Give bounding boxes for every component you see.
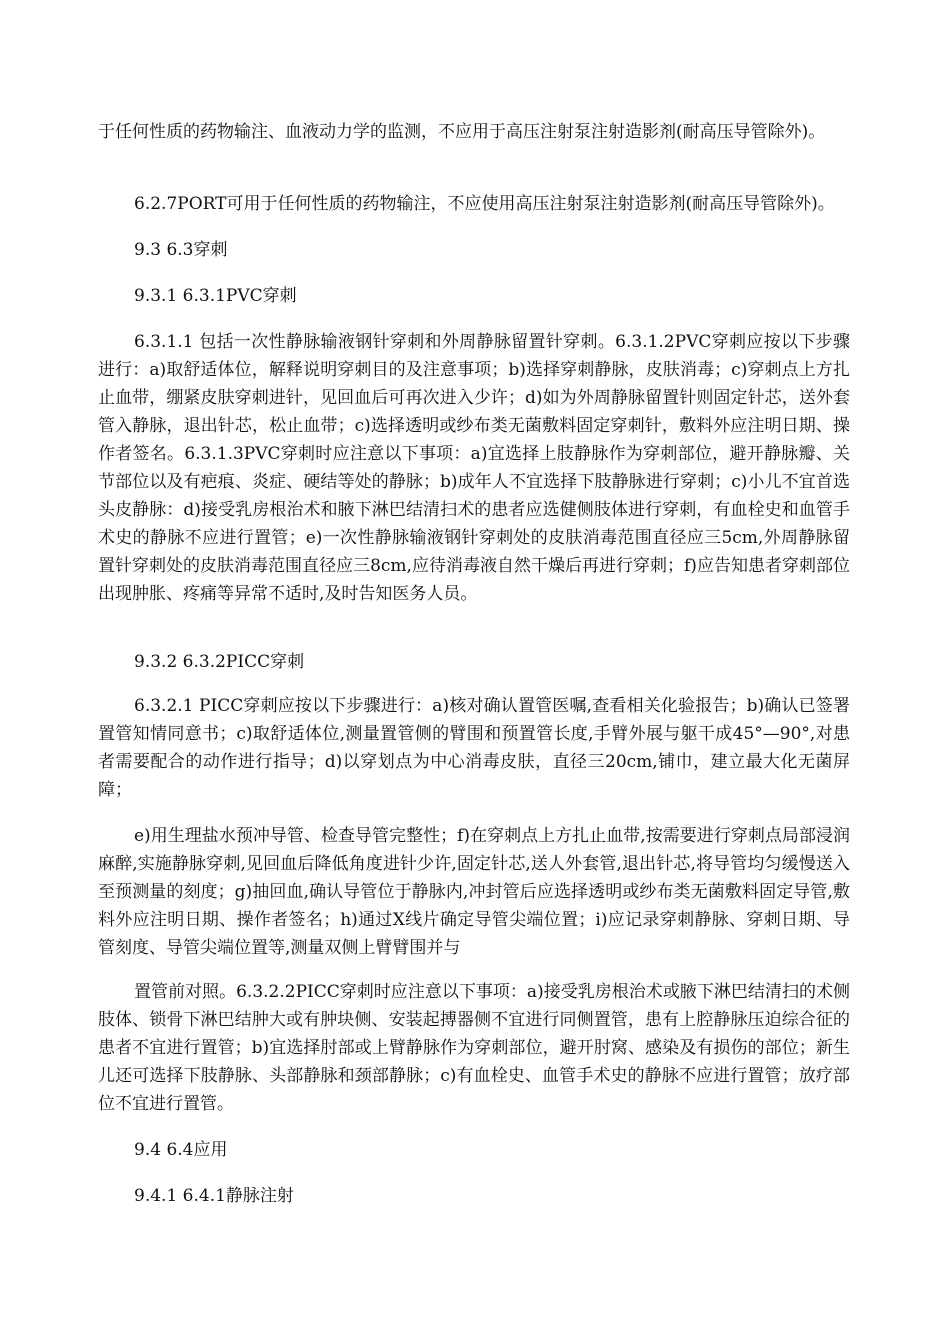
paragraph-picc-steps-continued: e)用生理盐水预冲导管、检查导管完整性；f)在穿刺点上方扎止血带,按需要进行穿刺点局部浸润麻醉,实施静脉穿刺,见回血后降低角度进针少许,固定针芯,送人外套管,退出针芯,将导管均匀缓慢送入至预测量的刻度；g)抽回血,确认导管位于静脉内,冲封管后应选择透明或纱布类无菌敷料固定导管,敷料外应注明日期、操作者签名；h)通过X线片确定导管尖端位置；i)应记录穿刺静脉、穿刺日期、导管刻度、导管尖端位置等,测量双侧上臂臂围并与 <box>98 826 850 958</box>
paragraph-continuation: 于任何性质的药物输注、血液动力学的监测，不应用于高压注射泵注射造影剂(耐高压导管除外)。 <box>98 122 826 142</box>
section-heading-9-3: 9.3 6.3穿刺 <box>134 240 228 260</box>
section-heading-9-3-1: 9.3.1 6.3.1PVC穿刺 <box>134 286 297 306</box>
paragraph-picc-steps: 6.3.2.1 PICC穿刺应按以下步骤进行：a)核对确认置管医嘱,查看相关化验报告；b)确认已签署置管知情同意书；c)取舒适体位,测量置管侧的臂围和预置管长度,手臂外展与躯干成45°—90°,对患者需要配合的动作进行指导；d)以穿划点为中心消毒皮肤，直径三20cm,铺巾，建立最大化无菌屏障； <box>98 696 850 800</box>
section-heading-9-4: 9.4 6.4应用 <box>134 1140 228 1160</box>
paragraph-picc-precautions: 置管前对照。6.3.2.2PICC穿刺时应注意以下事项：a)接受乳房根治术或腋下淋巴结清扫的术侧肢体、锁骨下淋巴结肿大或有肿块侧、安装起搏器侧不宜进行同侧置管，患有上腔静脉压迫综合征的患者不宜进行置管；b)宜选择肘部或上臂静脉作为穿刺部位，避开肘窝、感染及有损伤的部位；新生儿还可选择下肢静脉、头部静脉和颈部静脉；c)有血栓史、血管手术史的静脉不应进行置管；放疗部位不宜进行置管。 <box>98 982 850 1114</box>
section-heading-9-4-1: 9.4.1 6.4.1静脉注射 <box>134 1186 294 1206</box>
paragraph-port: 6.2.7PORT可用于任何性质的药物输注，不应使用高压注射泵注射造影剂(耐高压导管除外)。 <box>134 194 835 214</box>
section-heading-9-3-2: 9.3.2 6.3.2PICC穿刺 <box>134 652 305 672</box>
paragraph-pvc-puncture: 6.3.1.1 包括一次性静脉输液钢针穿刺和外周静脉留置针穿刺。6.3.1.2PVC穿刺应按以下步骤进行：a)取舒适体位，解释说明穿刺目的及注意事项；b)选择穿刺静脉，皮肤消毒；c)穿刺点上方扎止血带，绷紧皮肤穿刺进针，见回血后可再次进入少许；d)如为外周静脉留置针则固定针芯，送外套管入静脉，退出针芯，松止血带；c)选择透明或纱布类无菌敷料固定穿刺针，敷料外应注明日期、操作者签名。6.3.1.3PVC穿刺时应注意以下事项：a)宜选择上肢静脉作为穿刺部位，避开静脉瓣、关节部位以及有疤痕、炎症、硬结等处的静脉；b)成年人不宜选择下肢静脉进行穿刺；c)小儿不宜首选头皮静脉：d)接受乳房根治术和腋下淋巴结清扫术的患者应选健侧肢体进行穿刺，有血栓史和血管手术史的静脉不应进行置管；e)一次性静脉输液钢针穿刺处的皮肤消毒范围直径应三5cm,外周静脉留置针穿刺处的皮肤消毒范围直径应三8cm,应待消毒液自然干燥后再进行穿刺；f)应告知患者穿刺部位出现肿胀、疼痛等异常不适时,及时告知医务人员。 <box>98 332 850 604</box>
